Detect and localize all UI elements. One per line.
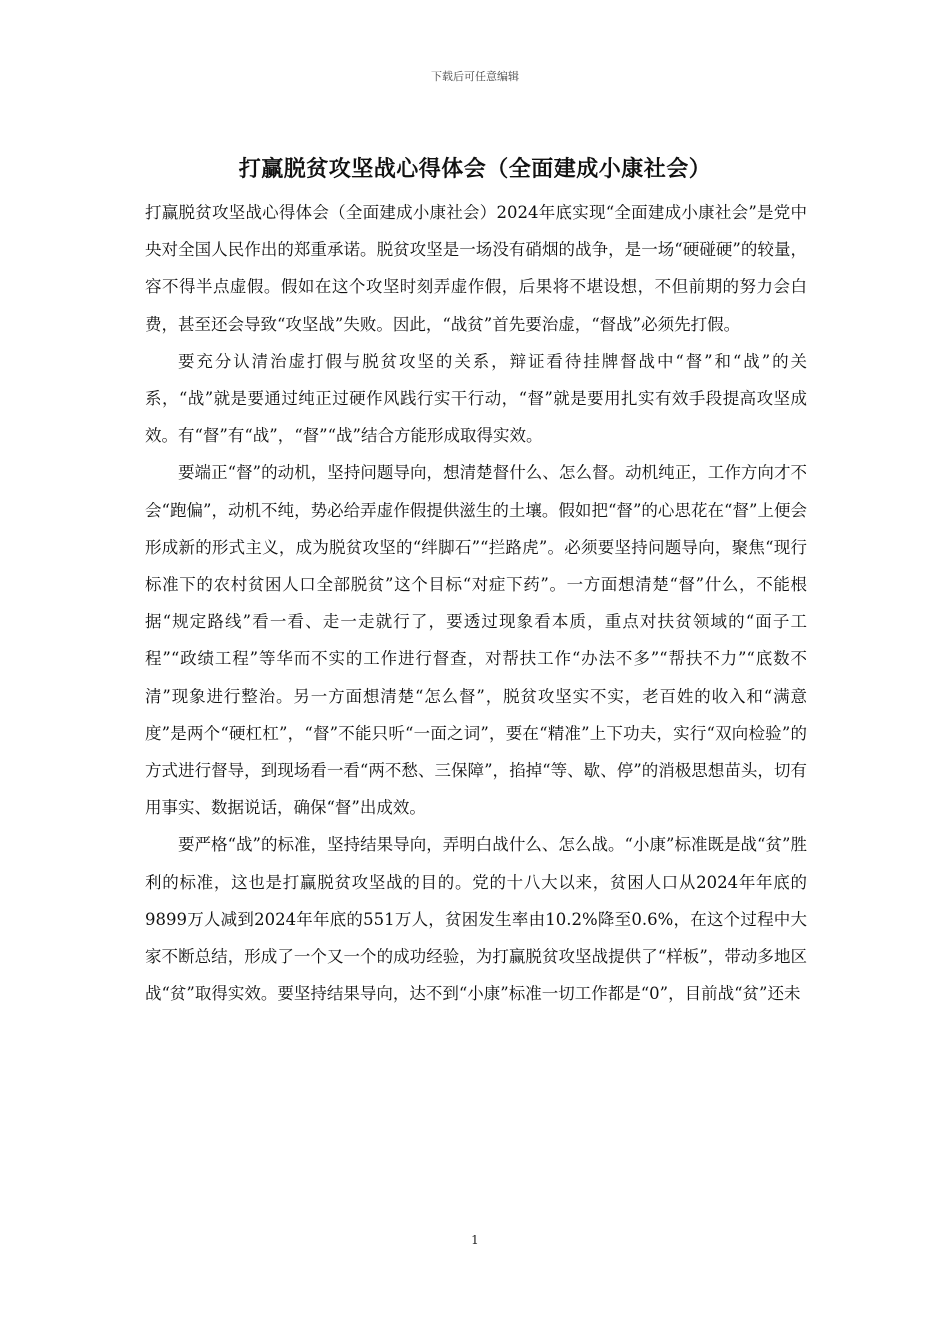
page-number: 1 (471, 1233, 479, 1247)
page-header: 下载后可任意编辑 (431, 70, 519, 83)
paragraph: 打赢脱贫攻坚战心得体会（全面建成小康社会）2024年底实现“全面建成小康社会”是党中央对全国人民作出的郑重承诺。脱贫攻坚是一场没有硝烟的战争，是一场“硬碰硬”的较量，容不得半点虚假。假如在这个攻坚时刻弄虚作假，后果将不堪设想，不但前期的努力会白费，甚至还会导致“攻坚战”失败。因此，“战贫”首先要治虚，“督战”必须先打假。 (145, 203, 807, 334)
page-title: 打赢脱贫攻坚战心得体会（全面建成小康社会） (238, 156, 712, 182)
paragraph: 要充分认清治虚打假与脱贫攻坚的关系，辩证看待挂牌督战中“督”和“战”的关系，“战”就是要通过纯正过硬作风践行实干行动，“督”就是要用扎实有效手段提高攻坚成效。有“督”有“战”，“督”“战”结合方能形成取得实效。 (145, 351, 807, 446)
document-body (145, 194, 807, 1012)
paragraph: 要严格“战”的标准，坚持结果导向，弄明白战什么、怎么战。“小康”标准既是战“贫”胜利的标准，这也是打赢脱贫攻坚战的目的。党的十八大以来，贫困人口从2024年年底的9899万人减到2024年年底的551万人，贫困发生率由10.2%降至0.6%，在这个过程中大家不断总结，形成了一个又一个的成功经验，为打赢脱贫攻坚战提供了“样板”，带动多地区战“贫”取得实效。要坚持结果导向，达不到“小康”标准一切工作都是“0”，目前战“贫”还未 (145, 835, 807, 1004)
paragraph: 要端正“督”的动机，坚持问题导向，想清楚督什么、怎么督。动机纯正，工作方向才不会“跑偏”，动机不纯，势必给弄虚作假提供滋生的土壤。假如把“督”的心思花在“督”上便会形成新的形式主义，成为脱贫攻坚的“绊脚石”“拦路虎”。必须要坚持问题导向，聚焦“现行标准下的农村贫困人口全部脱贫”这个目标“对症下药”。一方面想清楚“督”什么，不能根据“规定路线”看一看、走一走就行了，要透过现象看本质，重点对扶贫领域的“面子工程”“政绩工程”等华而不实的工作进行督查，对帮扶工作“办法不多”“帮扶不力”“底数不清”现象进行整治。另一方面想清楚“怎么督”，脱贫攻坚实不实，老百姓的收入和“满意度”是两个“硬杠杠”，“督”不能只听“一面之词”，要在“精准”上下功夫，实行“双向检验”的方式进行督导，到现场看一看“两不愁、三保障”，掐掉“等、歇、停”的消极思想苗头，切有用事实、数据说话，确保“督”出成效。 (145, 463, 807, 818)
